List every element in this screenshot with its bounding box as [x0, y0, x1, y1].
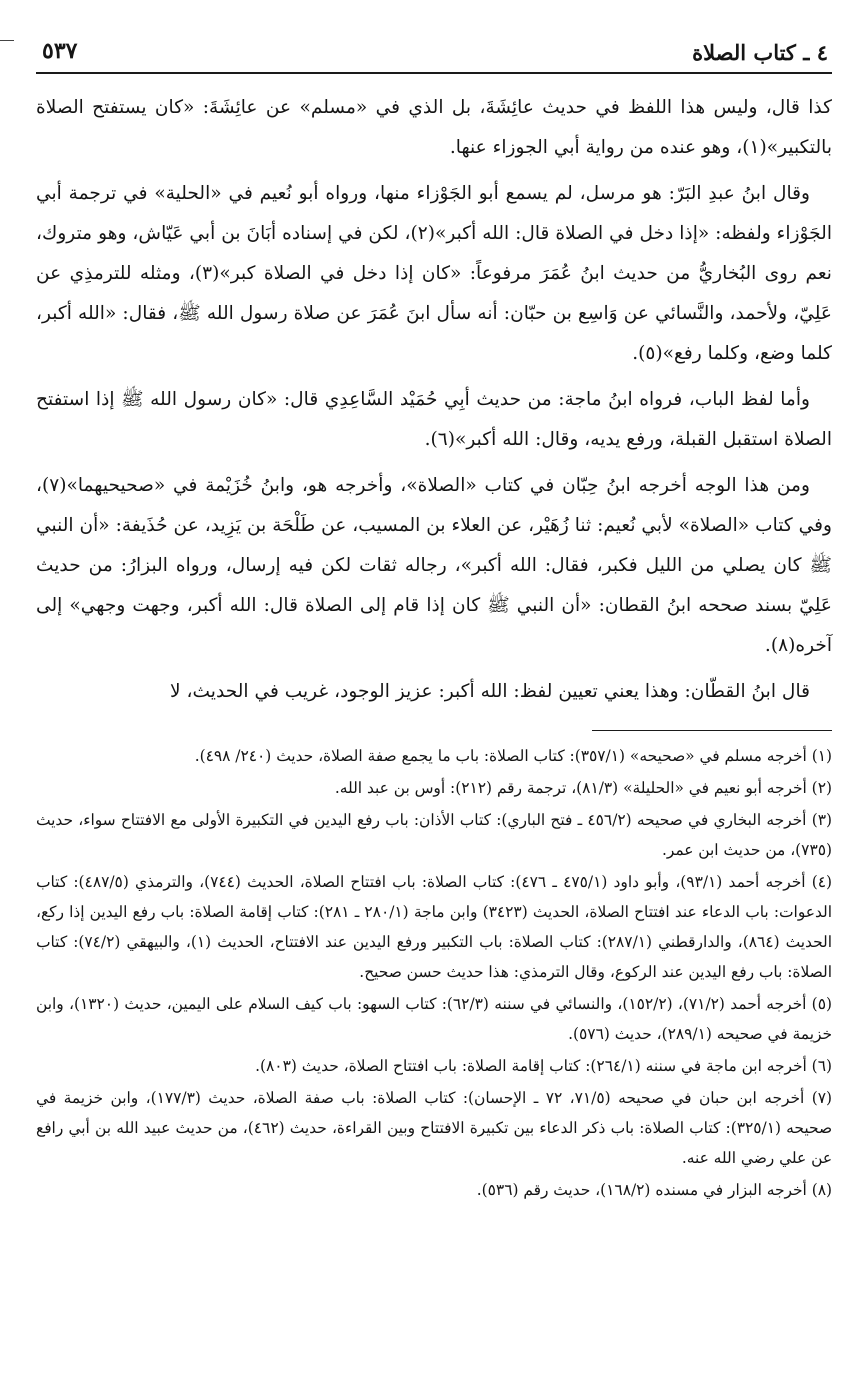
footnote: (٢) أخرجه أبو نعيم في «الحليلة» (٨١/٣)، ترجمة رقم (٢١٢): أوس بن عبد الله. — [334, 779, 832, 797]
footnote: (٥) أخرجه أحمد (٧١/٢)، (١٥٢/٢)، والنسائي في سننه (٦٢/٣): كتاب السهو: باب كيف السلام على اليمين، حديث (١٣٢٠)، وابن خزيمة في صحيحه (٢٨٩/١)، حديث (٥٧٦). — [36, 995, 832, 1043]
footnote: (٣) أخرجه البخاري في صحيحه (٤٥٦/٢ ـ فتح الباري): كتاب الأذان: باب رفع اليدين في التكبيرة الأولى مع الافتتاح سواء، حديث (٧٣٥)، من حديث ابن عمر. — [36, 811, 833, 859]
page-number: ٥٣٧ — [42, 38, 78, 64]
paragraph: كذا قال، وليس هذا اللفظ في حديث عائِشَةَ، بل الذي في «مسلم» عن عائِشَةَ: «كان يستفتح الصلاة بالتكبير»(١)، وهو عنده من رواية أبي الجوزاء عنها. — [36, 97, 832, 158]
footnote: (٤) أخرجه أحمد (٩٣/١)، وأبو داود (٤٧٥/١ ـ ٤٧٦): كتاب الصلاة: باب افتتاح الصلاة، الحديث (٧٤٤)، والترمذي (٤٨٧/٥): كتاب الدعوات: باب الدعاء عند افتتاح الصلاة، الحديث (٣٤٢٣) وابن ماجة (٢٨٠/١ ـ ٢٨١): كتاب إقامة الصلاة: باب رفع اليدين إذا ركع، الحديث (٨٦٤)، والدارقطني (٢٨٧/١): كتاب الصلاة: باب التكبير ورفع اليدين عند الافتتاح، الحديث (١)، والبيهقي (٧٤/٢): كتاب الصلاة: باب رفع اليدين عند الركوع، وقال الترمذي: هذا حديث حسن صحيح. — [36, 873, 833, 981]
paragraph: وأما لفظ الباب، فرواه ابنُ ماجة: من حديث أبِي حُمَيْد السَّاعِدِي قال: «كان رسول الله ﷺ إذا استفتح الصلاة استقبل القبلة، ورفع يديه، وقال: الله أكبر»(٦). — [36, 389, 832, 450]
footnote: (١) أخرجه مسلم في «صحيحه» (٣٥٧/١): كتاب الصلاة: باب ما يجمع صفة الصلاة، حديث (٢٤٠/ ٤٩٨). — [194, 747, 832, 765]
paragraph: قال ابنُ القطّان: وهذا يعني تعيين لفظ: الله أكبر: عزيز الوجود، غريب في الحديث، لا — [170, 681, 810, 702]
main-text — [36, 88, 832, 712]
footnote: (٦) أخرجه ابن ماجة في سننه (٢٦٤/١): كتاب إقامة الصلاة: باب افتتاح الصلاة، حديث (٨٠٣). — [255, 1057, 832, 1075]
footnotes-list — [36, 741, 832, 1205]
page-edge-mark — [0, 40, 14, 41]
chapter-title: ٤ ـ كتاب الصلاة — [692, 40, 828, 65]
footnote: (٧) أخرجه ابن حبان في صحيحه (٧١/٥، ٧٢ ـ الإحسان): كتاب الصلاة: باب صفة الصلاة، حديث (١٧٧/٣)، وابن خزيمة في صحيحه (٣٢٥/١): كتاب الصلاة: باب ذكر الدعاء بين تكبيرة الافتتاح وبين القراءة، حديث (٤٦٢)، من حديث عبيد الله بن أبي رافع عن علي رضي الله عنه. — [36, 1089, 833, 1167]
paragraph: ومن هذا الوجه أخرجه ابنُ حِبّان في كتاب «الصلاة»، وأخرجه هو، وابنُ خُزَيْمة في «صحيحيهما»(٧)، وفي كتاب «الصلاة» لأبي نُعيم: ثنا زُهَيْر، عن العلاء بن المسيب، عن طَلْحَة بن يَزِيد، عن حُذَيفة: «أن النبي ﷺ كان يصلي من الليل فكبر، فقال: الله أكبر»، رجاله ثقات لكن فيه إرسال، ورواه البزارُ: من حديث عَلِيّ بسند صححه ابنُ القطان: «أن النبي ﷺ كان إذا قام إلى الصلاة قال: الله أكبر، وجهت وجهي» إلى آخره(٨). — [36, 475, 832, 656]
book-page — [36, 38, 832, 1358]
footnote: (٨) أخرجه البزار في مسنده (١٦٨/٢)، حديث رقم (٥٣٦). — [476, 1181, 832, 1199]
paragraph: وقال ابنُ عبدِ البَرّ: هو مرسل، لم يسمع أبو الجَوْزاء منها، ورواه أبو نُعيم في «الحلية» في ترجمة أبي الجَوْزاء ولفظه: «إذا دخل في الصلاة قال: الله أكبر»(٢)، لكن في إسناده أبَانَ بن أبي عَيّاش، وهو متروك، نعم روى البُخاريُّ من حديث ابنُ عُمَرَ مرفوعاً: «كان إذا دخل في الصلاة كبر»(٣)، ومثله للترمذِي عن عَلِيّ، ولأحمد، والنَّسائي عن وَاسِع بن حبّان: أنه سأل ابنَ عُمَرَ عن صلاة رسول الله ﷺ، فقال: «الله أكبر، كلما وضع، وكلما رفع»(٥). — [36, 183, 832, 364]
footnote-divider — [592, 730, 832, 731]
running-header — [36, 38, 832, 74]
